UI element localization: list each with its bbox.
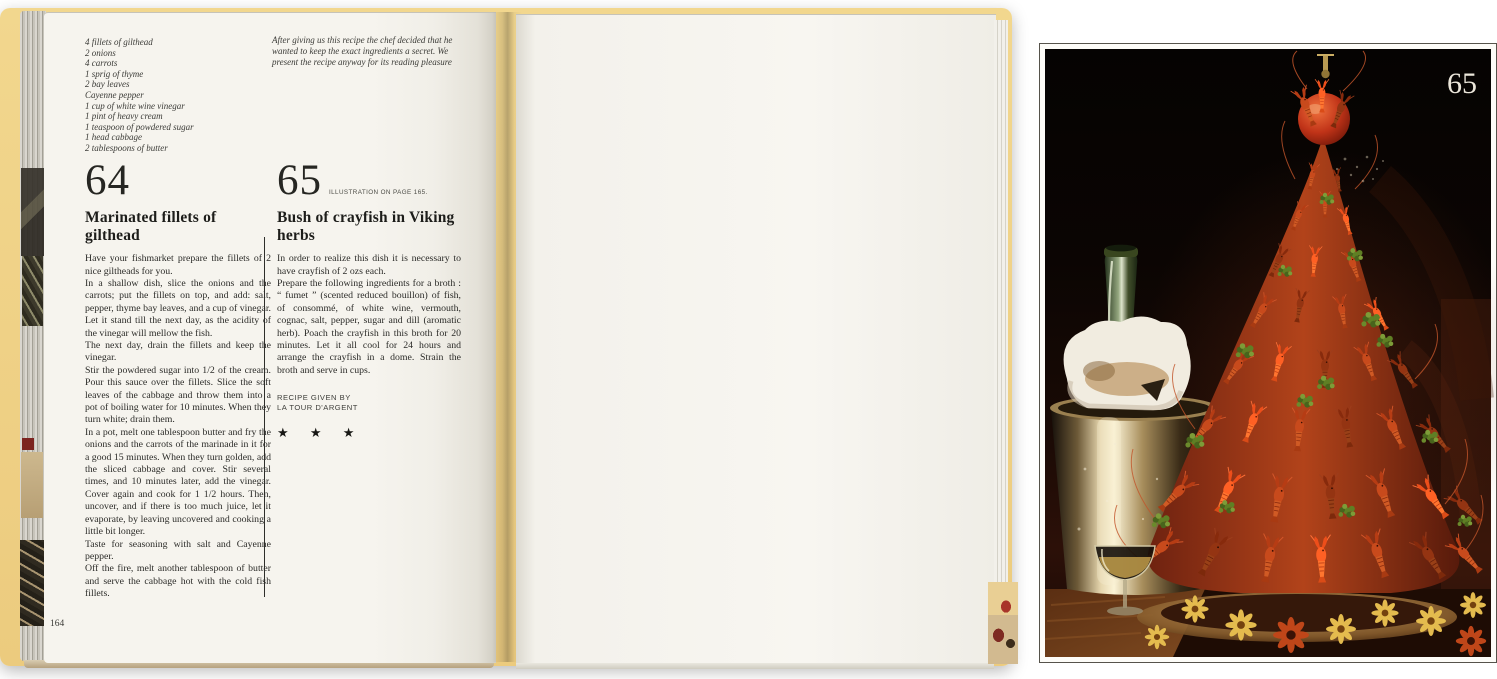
ingredient-line: 2 bay leaves <box>85 79 130 90</box>
credit-line: RECIPE GIVEN BY <box>277 393 351 403</box>
right-page <box>516 14 1477 663</box>
recipe-64-paragraph: In a shallow dish, slice the onions and the carrots; put the fillets on top, and add: salt, pepper, thyme bay leaves, and a cup of vinegar. Let it stand till the next day, as the acidity of the vinegar will mellow the fish. <box>85 277 271 339</box>
page-number-164: 164 <box>50 619 65 629</box>
ingredient-line: 4 fillets of gilthead <box>85 37 153 47</box>
recipe-64-number: 64 <box>85 157 130 204</box>
recipe-64-paragraph: The next day, drain the fillets and keep the vinegar. <box>85 340 271 364</box>
ingredient-line: 1 sprig of thyme <box>85 68 144 79</box>
ingredient-line: 4 carrots <box>85 58 118 69</box>
left-page <box>44 12 496 663</box>
recipe-65-column <box>277 157 461 441</box>
recipe-64-paragraph: Taste for seasoning with salt and Cayenne pepper. <box>85 538 271 562</box>
recipe-65-body <box>277 253 461 377</box>
recipe-64-paragraph: Have your fishmarket prepare the fillets of 2 nice giltheads for you. <box>85 253 271 277</box>
credit-line: LA TOUR D'ARGENT <box>277 403 358 413</box>
recipe-64-paragraph: In a pot, melt one tablespoon butter and fry the onions and the carrots of the marinade in it for a good 15 minutes. When they turn golden, add the sliced cabbage and cover. Stir several times, and 10 minutes later, add the vinegar. Cover again and cook for 1 1/2 hours. Then, uncover, and if there is too much juice, let it evaporate, by leaving uncovered and cooking a little bit longer. <box>85 426 271 538</box>
recipe-64-paragraph: Stir the powdered sugar into 1/2 of the cream. Pour this sauce over the fillets. Slice the soft leaves of the cabbage and throw them into a pot of boiling water for 10 minutes. When they turn white; drain them. <box>85 364 271 426</box>
page-stack-print-fragment <box>21 452 43 518</box>
photo-plate-frame <box>1039 43 1497 663</box>
ingredient-line: 1 pint of heavy cream <box>85 111 163 122</box>
recipe-65-paragraph: Prepare the following ingredients for a broth : “ fumet ” (scented reduced bouillon) of fish, of consommé, of white wine, vermouth, cognac, salt, pepper, sugar and dill (aromatic herb). Poach the crayfish in this broth for 20 minutes. Let it all cool for 24 hours and arrange the crayfish in a dome. Strain the broth and serve in cups. <box>277 277 461 376</box>
page-stack-print-fragment <box>22 256 43 326</box>
crayfish-photo <box>1045 49 1491 657</box>
recipe-credit <box>277 393 461 414</box>
recipe-64-paragraph: Off the fire, melt another tablespoon of butter and serve the cabbage hot with the cold fish fillets. <box>85 563 271 600</box>
page-stack-print-fragment <box>22 438 34 450</box>
ingredient-line: 1 cup of white wine vinegar <box>85 100 185 111</box>
ingredient-line: Cayenne pepper <box>85 89 144 100</box>
chef-note: After giving us this recipe the chef decided that he wanted to keep the exact ingredients a secret. We present the recipe anyway for its reading pleasure <box>272 35 453 67</box>
recipe-65-paragraph: In order to realize this dish it is necessary to have crayfish of 2 ozs each. <box>277 253 461 277</box>
illustration-reference: ILLUSTRATION ON PAGE 165. <box>329 188 428 196</box>
recipe-65-number: 65 <box>277 157 322 204</box>
recipe-64-title: Marinated fillets of gilthead <box>85 208 217 244</box>
underlying-page-art <box>988 582 1018 664</box>
recipe-64-column <box>85 157 271 601</box>
ingredient-line: 2 tablespoons of butter <box>85 142 168 153</box>
recipe-65-title: Bush of crayfish in Viking herbs <box>277 208 455 244</box>
ingredient-line: 2 onions <box>85 47 116 58</box>
recipe-64-body <box>85 253 271 600</box>
ingredient-line: 1 head cabbage <box>85 132 142 143</box>
ingredient-list <box>85 37 285 154</box>
ingredient-line: 1 teaspoon of powdered sugar <box>85 121 194 132</box>
rating-stars: ★ ★ ★ <box>277 424 364 440</box>
recipe-65-number-row <box>277 157 461 204</box>
photo-page-number: 65 <box>1447 67 1477 100</box>
page-stack-print-fragment <box>21 168 44 256</box>
book-bottom-edge <box>516 662 994 669</box>
right-page-stack-edge <box>994 20 1008 656</box>
page-stack-print-fragment <box>20 540 44 626</box>
